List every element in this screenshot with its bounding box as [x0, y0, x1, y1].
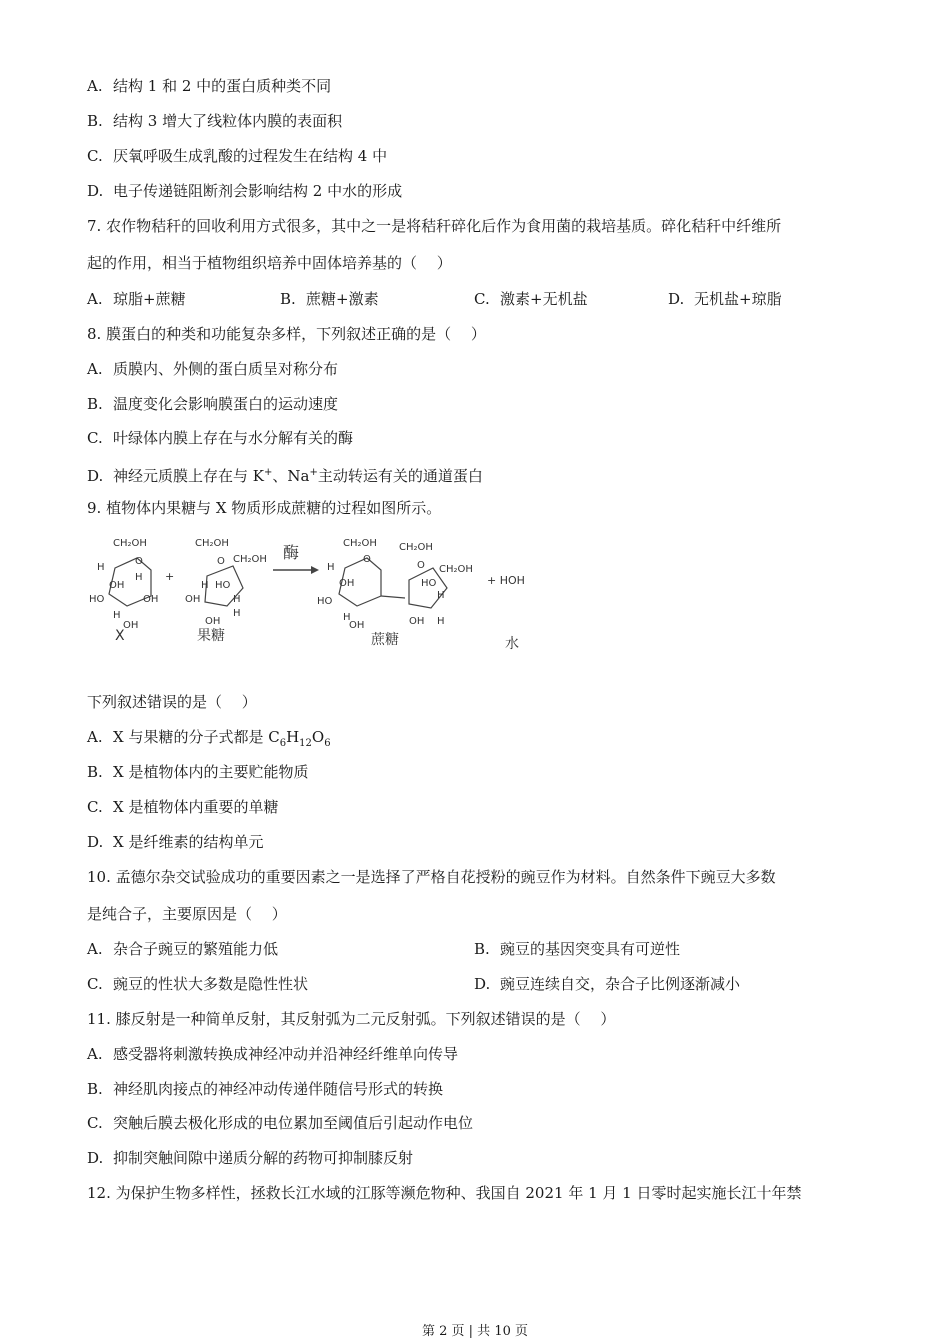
q10-option-d: D. 豌豆连续自交，杂合子比例逐渐减小 [474, 975, 741, 993]
sucrose-formation-diagram [87, 528, 547, 668]
q9-option-d: D. X 是纤维素的结构单元 [87, 833, 264, 851]
q9-stem: 9. 植物体内果糖与 X 物质形成蔗糖的过程如图所示。 [87, 499, 442, 517]
q6-option-b: B. 结构 3 增大了线粒体内膜的表面积 [87, 112, 343, 130]
q11-option-d: D. 抑制突触间隙中递质分解的药物可抑制膝反射 [87, 1149, 414, 1167]
sucrose-ch2oh1: CH₂OH [343, 538, 377, 549]
fructose-o: O [217, 556, 225, 567]
q6-option-d: D. 电子传递链阻断剂会影响结构 2 中水的形成 [87, 182, 403, 200]
sucrose-o2: O [417, 560, 425, 571]
fructose-oh2: OH [205, 616, 221, 627]
sucrose-ho2: HO [421, 578, 437, 589]
label-sucrose: 蔗糖 [371, 632, 399, 648]
glucose-ch2oh: CH₂OH [113, 538, 147, 549]
q10-stem-line1: 10. 孟德尔杂交试验成功的重要因素之一是选择了严格自花授粉的豌豆作为材料。自然条件下豌豆大多数 [87, 868, 776, 886]
q12-stem-line1: 12. 为保护生物多样性，拯救长江水域的江豚等濒危物种、我国自 2021 年 1 月 1 日零时起实施长江十年禁 [87, 1184, 802, 1202]
q8-stem: 8. 膜蛋白的种类和功能复杂多样，下列叙述正确的是（ ） [87, 325, 486, 343]
label-water: 水 [505, 636, 519, 652]
sucrose-ho1: HO [317, 596, 333, 607]
fructose-h2: H [233, 594, 241, 605]
glucose-h2: H [135, 572, 143, 583]
sucrose-oh1: OH [339, 578, 355, 589]
label-x: X [115, 628, 125, 644]
glucose-h3: H [113, 610, 121, 621]
q10-option-c: C. 豌豆的性状大多数是隐性性状 [87, 975, 309, 993]
sucrose-h3: H [437, 590, 445, 601]
plus-1: + [165, 570, 175, 583]
q11-option-a: A. 感受器将刺激转换成神经冲动并沿神经纤维单向传导 [87, 1045, 459, 1063]
q6-option-c: C. 厌氧呼吸生成乳酸的过程发生在结构 4 中 [87, 147, 388, 165]
q8-option-c: C. 叶绿体内膜上存在与水分解有关的酶 [87, 429, 354, 447]
sucrose-h2: H [343, 612, 351, 623]
q10-stem-line2: 是纯合子，主要原因是（ ） [87, 905, 287, 923]
enzyme-label: 酶 [283, 543, 300, 562]
q9-option-c: C. X 是植物体内重要的单糖 [87, 798, 279, 816]
glucose-h1: H [97, 562, 105, 573]
sucrose-oh3: OH [409, 616, 425, 627]
q7-option-a: A. 琼脂+蔗糖 [87, 290, 186, 308]
q7-option-b: B. 蔗糖+激素 [280, 290, 379, 308]
label-fructose: 果糖 [197, 628, 225, 644]
reaction-arrow-head [311, 566, 319, 574]
fructose-oh1: OH [185, 594, 201, 605]
fructose-ch2oh2: CH₂OH [233, 554, 267, 565]
q8-option-b: B. 温度变化会影响膜蛋白的运动速度 [87, 395, 339, 413]
glucose-o: O [135, 556, 143, 567]
q7-stem-line1: 7. 农作物秸秆的回收利用方式很多，其中之一是将秸秆碎化后作为食用菌的栽培基质。碎化秸秆中纤维所 [87, 217, 782, 235]
fructose-ch2oh1: CH₂OH [195, 538, 229, 549]
plus-hoh: + HOH [487, 574, 525, 587]
q8-option-a: A. 质膜内、外侧的蛋白质呈对称分布 [87, 360, 339, 378]
sucrose-o1: O [363, 554, 371, 565]
q9-option-b: B. X 是植物体内的主要贮能物质 [87, 763, 309, 781]
sucrose-oh2: OH [349, 620, 365, 631]
q7-option-c: C. 激素+无机盐 [474, 290, 588, 308]
page-footer: 第 2 页 | 共 10 页 [422, 1324, 528, 1339]
q7-option-d: D. 无机盐+琼脂 [668, 290, 782, 308]
sucrose-ch2oh3: CH₂OH [439, 564, 473, 575]
sucrose-ch2oh2: CH₂OH [399, 542, 433, 553]
glucose-ho: HO [89, 594, 105, 605]
fructose-ho: HO [215, 580, 231, 591]
glucose-oh1: OH [109, 580, 125, 591]
q11-stem: 11. 膝反射是一种简单反射，其反射弧为二元反射弧。下列叙述错误的是（ ） [87, 1010, 616, 1028]
q11-option-b: B. 神经肌肉接点的神经冲动传递伴随信号形式的转换 [87, 1080, 444, 1098]
q10-option-b: B. 豌豆的基因突变具有可逆性 [474, 940, 681, 958]
q6-option-a: A. 结构 1 和 2 中的蛋白质种类不同 [87, 77, 332, 95]
fructose-h3: H [233, 608, 241, 619]
sucrose-h4: H [437, 616, 445, 627]
q9-option-a: A. X 与果糖的分子式都是 $C_6H_{12}O_6$ [87, 728, 331, 749]
q7-stem-line2: 起的作用，相当于植物组织培养中固体培养基的（ ） [87, 254, 452, 272]
q8-option-d: D. 神经元质膜上存在与 K+、Na+主动转运有关的通道蛋白 [87, 467, 483, 485]
q11-option-c: C. 突触后膜去极化形成的电位累加至阈值后引起动作电位 [87, 1114, 474, 1132]
q10-option-a: A. 杂合子豌豆的繁殖能力低 [87, 940, 279, 958]
fructose-h1: H [201, 580, 209, 591]
q9-question: 下列叙述错误的是（ ） [87, 693, 257, 711]
glucose-oh3: OH [123, 620, 139, 631]
glucose-oh2: OH [143, 594, 159, 605]
sucrose-h1: H [327, 562, 335, 573]
